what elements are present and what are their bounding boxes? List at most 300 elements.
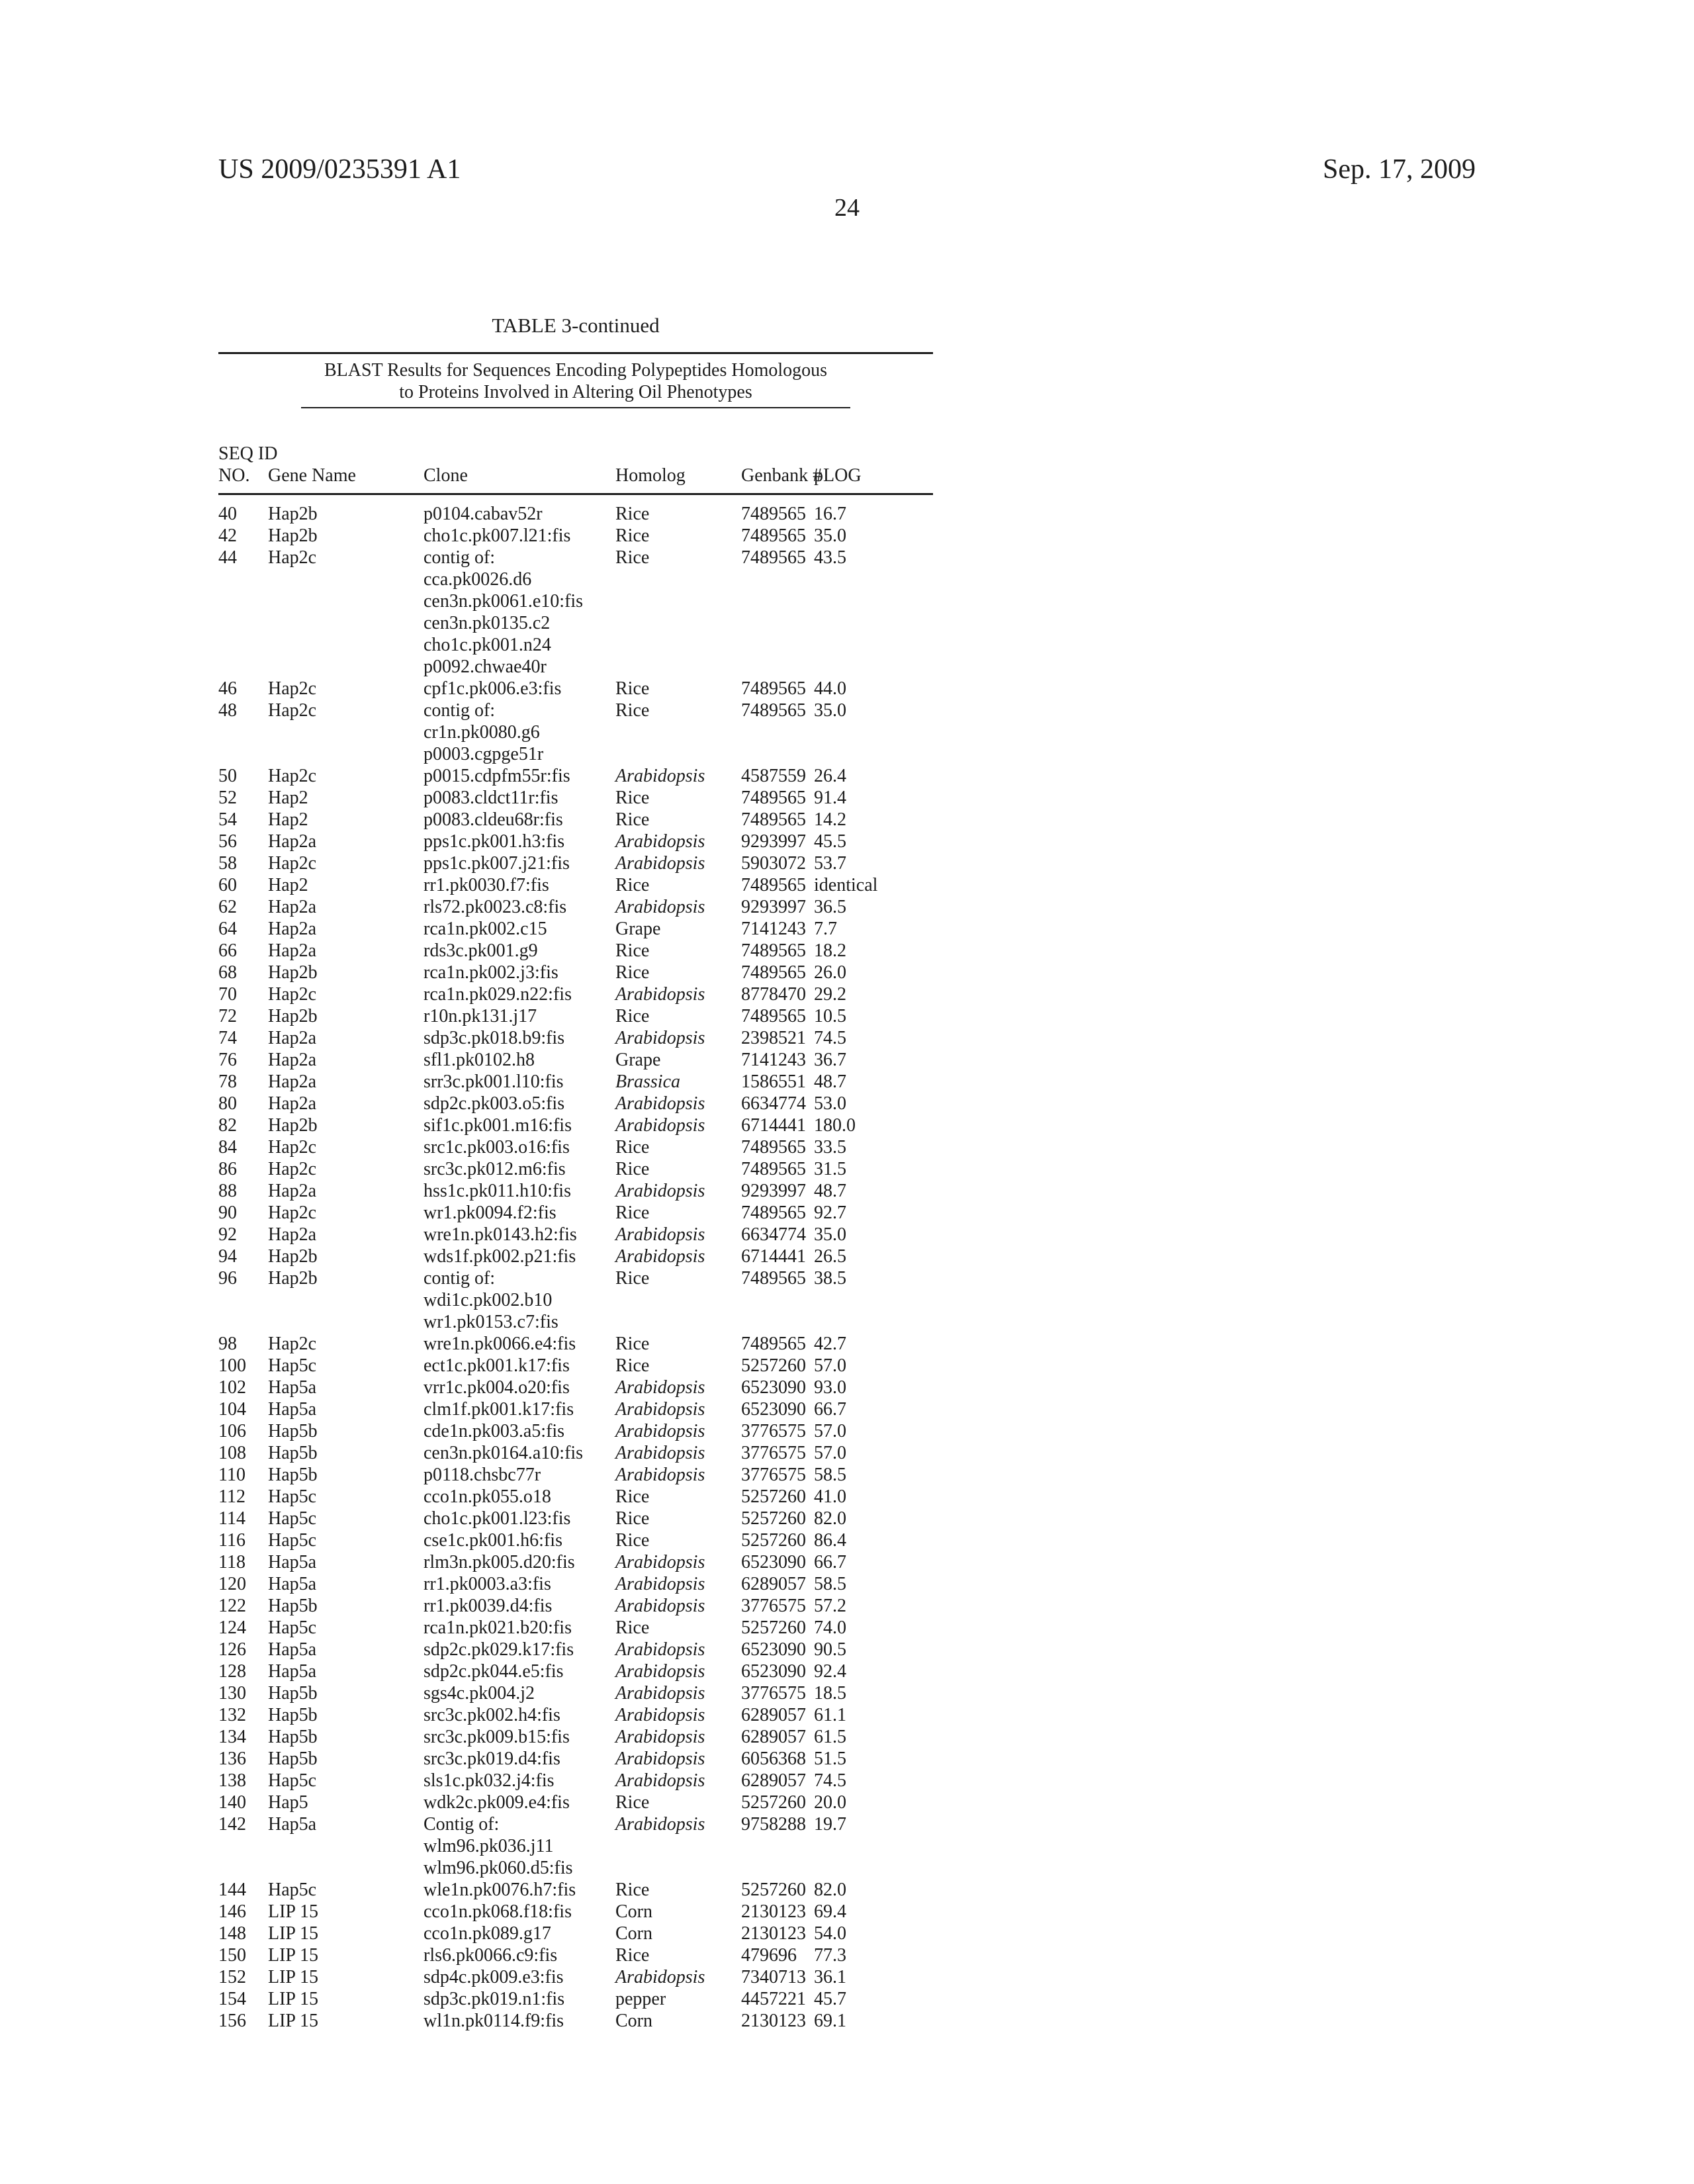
clone-cell	[424, 678, 615, 700]
genbank-cell: 3776575	[741, 1443, 806, 1463]
plog-cell: 57.2	[814, 1596, 846, 1616]
genbank-cell: 6523090	[741, 1399, 806, 1420]
table-row	[218, 1071, 933, 1093]
plog-cell: 91.4	[814, 788, 846, 808]
homolog-cell: Grape	[615, 919, 661, 939]
seq-id-cell: 142	[218, 1814, 246, 1835]
plog-cell: 35.0	[814, 700, 846, 721]
seq-id-cell: 102	[218, 1377, 246, 1398]
table-body	[218, 494, 933, 2032]
clone-line: p0118.chsbc77r	[424, 1465, 541, 1485]
column-header-clone: Clone	[424, 465, 615, 494]
table-row	[218, 940, 933, 962]
seq-id-cell: 52	[218, 788, 237, 808]
table-top-rule	[218, 352, 933, 354]
clone-line: cen3n.pk0135.c2	[424, 613, 551, 633]
clone-cell	[424, 1115, 615, 1136]
homolog-cell: Arabidopsis	[615, 1028, 705, 1048]
genbank-cell: 2398521	[741, 1028, 806, 1048]
seq-id-cell: 136	[218, 1749, 246, 1769]
clone-cell	[424, 962, 615, 983]
seq-id-cell: 62	[218, 897, 237, 917]
seq-id-cell: 44	[218, 547, 237, 568]
gene-name-cell: Hap2a	[268, 940, 317, 961]
plog-cell: 29.2	[814, 984, 846, 1005]
clone-cell	[424, 1661, 615, 1682]
genbank-cell: 9293997	[741, 897, 806, 917]
genbank-cell: 7141243	[741, 1050, 806, 1070]
gene-name-cell: Hap5b	[268, 1443, 318, 1463]
gene-name-cell: LIP 15	[268, 1923, 318, 1944]
clone-cell	[424, 1049, 615, 1071]
plog-cell: 57.0	[814, 1355, 846, 1376]
table-header	[218, 443, 933, 494]
patent-number: US 2009/0235391 A1	[218, 154, 461, 185]
clone-cell	[424, 1333, 615, 1355]
genbank-cell: 8778470	[741, 984, 806, 1005]
column-header-seq-id-line1: SEQ ID	[218, 443, 278, 464]
clone-line: rr1.pk0003.a3:fis	[424, 1574, 551, 1594]
clone-line: sls1c.pk032.j4:fis	[424, 1770, 555, 1791]
table-row	[218, 1617, 933, 1639]
clone-cell	[424, 874, 615, 896]
clone-cell	[424, 787, 615, 809]
table-row	[218, 1923, 933, 1944]
plog-cell: 54.0	[814, 1923, 846, 1944]
table-row	[218, 1879, 933, 1901]
table-row	[218, 1355, 933, 1377]
seq-id-cell: 58	[218, 853, 237, 874]
seq-id-cell: 90	[218, 1203, 237, 1223]
gene-name-cell: Hap2c	[268, 678, 317, 699]
table-title: TABLE 3-continued	[492, 314, 660, 337]
clone-cell	[424, 1529, 615, 1551]
plog-cell: 20.0	[814, 1792, 846, 1813]
plog-cell: 26.5	[814, 1246, 846, 1267]
homolog-cell: Rice	[615, 962, 650, 983]
table-row	[218, 983, 933, 1005]
homolog-cell: Arabidopsis	[615, 853, 705, 874]
table-row	[218, 1573, 933, 1595]
clone-cell	[424, 1682, 615, 1704]
gene-name-cell: Hap2c	[268, 1159, 317, 1179]
homolog-cell: Rice	[615, 1137, 650, 1158]
plog-cell: 35.0	[814, 1224, 846, 1245]
gene-name-cell: Hap2a	[268, 1050, 317, 1070]
seq-id-cell: 74	[218, 1028, 237, 1048]
gene-name-cell: Hap2	[268, 788, 308, 808]
plog-cell: 44.0	[814, 678, 846, 699]
blast-results-table	[218, 443, 933, 2032]
table-row	[218, 918, 933, 940]
seq-id-cell: 42	[218, 525, 237, 546]
page-number: 24	[834, 194, 860, 222]
plog-cell: 43.5	[814, 547, 846, 568]
plog-cell: 42.7	[814, 1334, 846, 1354]
genbank-cell: 7489565	[741, 504, 806, 524]
plog-cell: 74.0	[814, 1617, 846, 1638]
clone-cell	[424, 1442, 615, 1464]
table-row	[218, 1966, 933, 1988]
gene-name-cell: Hap5b	[268, 1683, 318, 1704]
seq-id-cell: 120	[218, 1574, 246, 1594]
clone-cell	[424, 1726, 615, 1748]
gene-name-cell: Hap2a	[268, 1224, 317, 1245]
homolog-cell: pepper	[615, 1989, 666, 2009]
clone-cell	[424, 918, 615, 940]
seq-id-cell: 104	[218, 1399, 246, 1420]
clone-line: ect1c.pk001.k17:fis	[424, 1355, 570, 1376]
seq-id-cell: 132	[218, 1705, 246, 1725]
seq-id-cell: 76	[218, 1050, 237, 1070]
clone-line: wl1n.pk0114.f9:fis	[424, 2011, 564, 2031]
homolog-cell: Arabidopsis	[615, 831, 705, 852]
homolog-cell: Rice	[615, 1530, 650, 1551]
clone-cell	[424, 2010, 615, 2032]
clone-cell	[424, 1158, 615, 1180]
homolog-cell: Rice	[615, 1617, 650, 1638]
clone-line: p0104.cabav52r	[424, 504, 543, 524]
plog-cell: 69.4	[814, 1901, 846, 1922]
table-row	[218, 1792, 933, 1813]
gene-name-cell: LIP 15	[268, 1967, 318, 1987]
clone-cell	[424, 1551, 615, 1573]
seq-id-cell: 156	[218, 2011, 246, 2031]
clone-line: cho1c.pk007.l21:fis	[424, 525, 571, 546]
homolog-cell: Rice	[615, 1268, 650, 1289]
clone-line: cco1n.pk068.f18:fis	[424, 1901, 572, 1922]
clone-line: cho1c.pk001.l23:fis	[424, 1508, 571, 1529]
seq-id-cell: 134	[218, 1727, 246, 1747]
table-row	[218, 1748, 933, 1770]
gene-name-cell: Hap2b	[268, 1246, 318, 1267]
table-row	[218, 1944, 933, 1966]
homolog-cell: Rice	[615, 875, 650, 895]
clone-line: sdp4c.pk009.e3:fis	[424, 1967, 564, 1987]
seq-id-cell: 116	[218, 1530, 245, 1551]
gene-name-cell: Hap5a	[268, 1661, 317, 1682]
clone-cell	[424, 1508, 615, 1529]
genbank-cell: 7489565	[741, 547, 806, 568]
gene-name-cell: Hap5a	[268, 1574, 317, 1594]
table-row	[218, 765, 933, 787]
seq-id-cell: 144	[218, 1880, 246, 1900]
genbank-cell: 5257260	[741, 1508, 806, 1529]
table-row	[218, 1486, 933, 1508]
plog-cell: 74.5	[814, 1770, 846, 1791]
plog-cell: 93.0	[814, 1377, 846, 1398]
clone-line: clm1f.pk001.k17:fis	[424, 1399, 574, 1420]
genbank-cell: 3776575	[741, 1465, 806, 1485]
genbank-cell: 7489565	[741, 1203, 806, 1223]
clone-line: cco1n.pk055.o18	[424, 1486, 551, 1507]
clone-line: src3c.pk002.h4:fis	[424, 1705, 560, 1725]
clone-line: cco1n.pk089.g17	[424, 1923, 551, 1944]
plog-cell: 48.7	[814, 1071, 846, 1092]
genbank-cell: 6523090	[741, 1377, 806, 1398]
seq-id-cell: 124	[218, 1617, 246, 1638]
genbank-cell: 6634774	[741, 1093, 806, 1114]
gene-name-cell: Hap2a	[268, 1093, 317, 1114]
plog-cell: 31.5	[814, 1159, 846, 1179]
homolog-cell: Rice	[615, 940, 650, 961]
column-header-seq-id-line2: NO.	[218, 465, 268, 494]
gene-name-cell: Hap2c	[268, 984, 317, 1005]
table-row	[218, 787, 933, 809]
clone-cell	[424, 896, 615, 918]
seq-id-cell: 126	[218, 1639, 246, 1660]
seq-id-cell: 96	[218, 1268, 237, 1289]
genbank-cell: 5903072	[741, 853, 806, 874]
clone-cell	[424, 1355, 615, 1377]
table-row	[218, 874, 933, 896]
table-row	[218, 1267, 933, 1333]
gene-name-cell: Hap2	[268, 875, 308, 895]
table-row	[218, 896, 933, 918]
genbank-cell: 5257260	[741, 1617, 806, 1638]
clone-line: vrr1c.pk004.o20:fis	[424, 1377, 570, 1398]
genbank-cell: 7141243	[741, 919, 806, 939]
seq-id-cell: 48	[218, 700, 237, 721]
clone-cell	[424, 1966, 615, 1988]
homolog-cell: Arabidopsis	[615, 1443, 705, 1463]
plog-cell: 66.7	[814, 1399, 846, 1420]
clone-line: wre1n.pk0066.e4:fis	[424, 1334, 576, 1354]
clone-line: rca1n.pk021.b20:fis	[424, 1617, 572, 1638]
seq-id-cell: 100	[218, 1355, 246, 1376]
genbank-cell: 6289057	[741, 1574, 806, 1594]
gene-name-cell: Hap2c	[268, 547, 317, 568]
clone-cell	[424, 1005, 615, 1027]
gene-name-cell: Hap2c	[268, 1203, 317, 1223]
homolog-cell: Grape	[615, 1050, 661, 1070]
clone-line: p0083.cldct11r:fis	[424, 788, 558, 808]
homolog-cell: Rice	[615, 788, 650, 808]
gene-name-cell: Hap5	[268, 1792, 308, 1813]
genbank-cell: 7489565	[741, 875, 806, 895]
gene-name-cell: Hap5c	[268, 1486, 317, 1507]
homolog-cell: Rice	[615, 547, 650, 568]
gene-name-cell: LIP 15	[268, 1945, 318, 1966]
gene-name-cell: Hap2c	[268, 1137, 317, 1158]
plog-cell: 57.0	[814, 1421, 846, 1441]
clone-line: sfl1.pk0102.h8	[424, 1050, 535, 1070]
gene-name-cell: Hap5b	[268, 1596, 318, 1616]
table-row	[218, 1005, 933, 1027]
genbank-cell: 7489565	[741, 1159, 806, 1179]
clone-cell	[424, 1901, 615, 1923]
gene-name-cell: Hap2a	[268, 1181, 317, 1201]
plog-cell: 10.5	[814, 1006, 846, 1026]
table-row	[218, 1639, 933, 1661]
clone-cell	[424, 1093, 615, 1115]
genbank-cell: 7489565	[741, 1006, 806, 1026]
clone-cell	[424, 1573, 615, 1595]
plog-cell: 26.0	[814, 962, 846, 983]
plog-cell: 82.0	[814, 1508, 846, 1529]
homolog-cell: Arabidopsis	[615, 1399, 705, 1420]
homolog-cell: Rice	[615, 1159, 650, 1179]
clone-line: cen3n.pk0061.e10:fis	[424, 591, 584, 612]
gene-name-cell: Hap5b	[268, 1465, 318, 1485]
genbank-cell: 7489565	[741, 1334, 806, 1354]
clone-cell	[424, 1792, 615, 1813]
genbank-cell: 7489565	[741, 940, 806, 961]
homolog-cell: Rice	[615, 1792, 650, 1813]
clone-cell	[424, 831, 615, 852]
homolog-cell: Arabidopsis	[615, 766, 705, 786]
seq-id-cell: 72	[218, 1006, 237, 1026]
plog-cell: 53.0	[814, 1093, 846, 1114]
gene-name-cell: Hap5c	[268, 1770, 317, 1791]
table-row	[218, 1115, 933, 1136]
clone-cell	[424, 1988, 615, 2010]
seq-id-cell: 110	[218, 1465, 245, 1485]
genbank-cell: 6714441	[741, 1246, 806, 1267]
table-row	[218, 525, 933, 547]
homolog-cell: Corn	[615, 1901, 652, 1922]
gene-name-cell: Hap2a	[268, 1071, 317, 1092]
table-row	[218, 1442, 933, 1464]
plog-cell: 77.3	[814, 1945, 846, 1966]
table-row	[218, 1246, 933, 1267]
homolog-cell: Arabidopsis	[615, 1639, 705, 1660]
seq-id-cell: 154	[218, 1989, 246, 2009]
clone-cell	[424, 1748, 615, 1770]
genbank-cell: 7489565	[741, 525, 806, 546]
clone-cell	[424, 1180, 615, 1202]
genbank-cell: 6056368	[741, 1749, 806, 1769]
table-row	[218, 1813, 933, 1879]
clone-line: sif1c.pk001.m16:fis	[424, 1115, 572, 1136]
clone-line: cde1n.pk003.a5:fis	[424, 1421, 565, 1441]
genbank-cell: 7489565	[741, 962, 806, 983]
seq-id-cell: 64	[218, 919, 237, 939]
table-row	[218, 678, 933, 700]
clone-line: contig of:	[424, 700, 496, 721]
gene-name-cell: Hap2a	[268, 831, 317, 852]
table-row	[218, 1901, 933, 1923]
genbank-cell: 5257260	[741, 1792, 806, 1813]
homolog-cell: Rice	[615, 1508, 650, 1529]
seq-id-cell: 56	[218, 831, 237, 852]
table-row	[218, 1726, 933, 1748]
homolog-cell: Rice	[615, 1334, 650, 1354]
homolog-cell: Arabidopsis	[615, 1814, 705, 1835]
gene-name-cell: Hap5a	[268, 1377, 317, 1398]
gene-name-cell: Hap5c	[268, 1617, 317, 1638]
genbank-cell: 6289057	[741, 1770, 806, 1791]
plog-cell: 51.5	[814, 1749, 846, 1769]
seq-id-cell: 94	[218, 1246, 237, 1267]
clone-line: sdp2c.pk044.e5:fis	[424, 1661, 564, 1682]
homolog-cell: Arabidopsis	[615, 1552, 705, 1572]
clone-cell	[424, 1027, 615, 1049]
gene-name-cell: Hap5a	[268, 1399, 317, 1420]
homolog-cell: Rice	[615, 504, 650, 524]
plog-cell: 45.5	[814, 831, 846, 852]
plog-cell: 61.1	[814, 1705, 846, 1725]
clone-line: p0092.chwae40r	[424, 657, 547, 677]
plog-cell: 92.7	[814, 1203, 846, 1223]
seq-id-cell: 86	[218, 1159, 237, 1179]
table-row	[218, 1027, 933, 1049]
clone-line: src1c.pk003.o16:fis	[424, 1137, 570, 1158]
clone-cell	[424, 1377, 615, 1398]
genbank-cell: 6289057	[741, 1705, 806, 1725]
genbank-cell: 7340713	[741, 1967, 806, 1987]
genbank-cell: 6523090	[741, 1639, 806, 1660]
homolog-cell: Rice	[615, 1355, 650, 1376]
clone-cell	[424, 852, 615, 874]
gene-name-cell: Hap2b	[268, 1006, 318, 1026]
clone-line: pps1c.pk001.h3:fis	[424, 831, 565, 852]
plog-cell: identical	[814, 875, 878, 895]
clone-line: wlm96.pk060.d5:fis	[424, 1858, 573, 1878]
clone-line: wlm96.pk036.j11	[424, 1836, 554, 1856]
gene-name-cell: Hap5a	[268, 1814, 317, 1835]
clone-line: rca1n.pk002.j3:fis	[424, 962, 558, 983]
gene-name-cell: Hap2c	[268, 766, 317, 786]
table-row	[218, 1529, 933, 1551]
clone-cell	[424, 1420, 615, 1442]
gene-name-cell: Hap2b	[268, 525, 318, 546]
table-row	[218, 852, 933, 874]
genbank-cell: 1586551	[741, 1071, 806, 1092]
table-row	[218, 1377, 933, 1398]
genbank-cell: 6634774	[741, 1224, 806, 1245]
table-row	[218, 1224, 933, 1246]
clone-line: sgs4c.pk004.j2	[424, 1683, 535, 1704]
homolog-cell: Arabidopsis	[615, 1246, 705, 1267]
seq-id-cell: 150	[218, 1945, 246, 1966]
clone-cell	[424, 1202, 615, 1224]
gene-name-cell: LIP 15	[268, 2011, 318, 2031]
clone-line: contig of:	[424, 1268, 496, 1289]
gene-name-cell: Hap2a	[268, 919, 317, 939]
clone-line: rr1.pk0030.f7:fis	[424, 875, 549, 895]
clone-line: cho1c.pk001.n24	[424, 635, 551, 655]
clone-line: src3c.pk009.b15:fis	[424, 1727, 570, 1747]
table-row	[218, 1180, 933, 1202]
clone-line: rca1n.pk029.n22:fis	[424, 984, 572, 1005]
homolog-cell: Arabidopsis	[615, 1967, 705, 1987]
seq-id-cell: 70	[218, 984, 237, 1005]
plog-cell: 69.1	[814, 2011, 846, 2031]
homolog-cell: Arabidopsis	[615, 1421, 705, 1441]
clone-line: cr1n.pk0080.g6	[424, 722, 540, 743]
clone-line: src3c.pk012.m6:fis	[424, 1159, 566, 1179]
homolog-cell: Arabidopsis	[615, 1661, 705, 1682]
genbank-cell: 7489565	[741, 1137, 806, 1158]
seq-id-cell: 122	[218, 1596, 246, 1616]
plog-cell: 16.7	[814, 504, 846, 524]
table-row	[218, 1202, 933, 1224]
table-row	[218, 1420, 933, 1442]
homolog-cell: Rice	[615, 1945, 650, 1966]
genbank-cell: 7489565	[741, 809, 806, 830]
clone-line: rls72.pk0023.c8:fis	[424, 897, 567, 917]
gene-name-cell: LIP 15	[268, 1989, 318, 2009]
homolog-cell: Arabidopsis	[615, 1705, 705, 1725]
clone-cell	[424, 1464, 615, 1486]
clone-line: sdp2c.pk003.o5:fis	[424, 1093, 565, 1114]
table-row	[218, 1093, 933, 1115]
clone-cell	[424, 1486, 615, 1508]
seq-id-cell: 92	[218, 1224, 237, 1245]
homolog-cell: Rice	[615, 678, 650, 699]
gene-name-cell: Hap2c	[268, 853, 317, 874]
